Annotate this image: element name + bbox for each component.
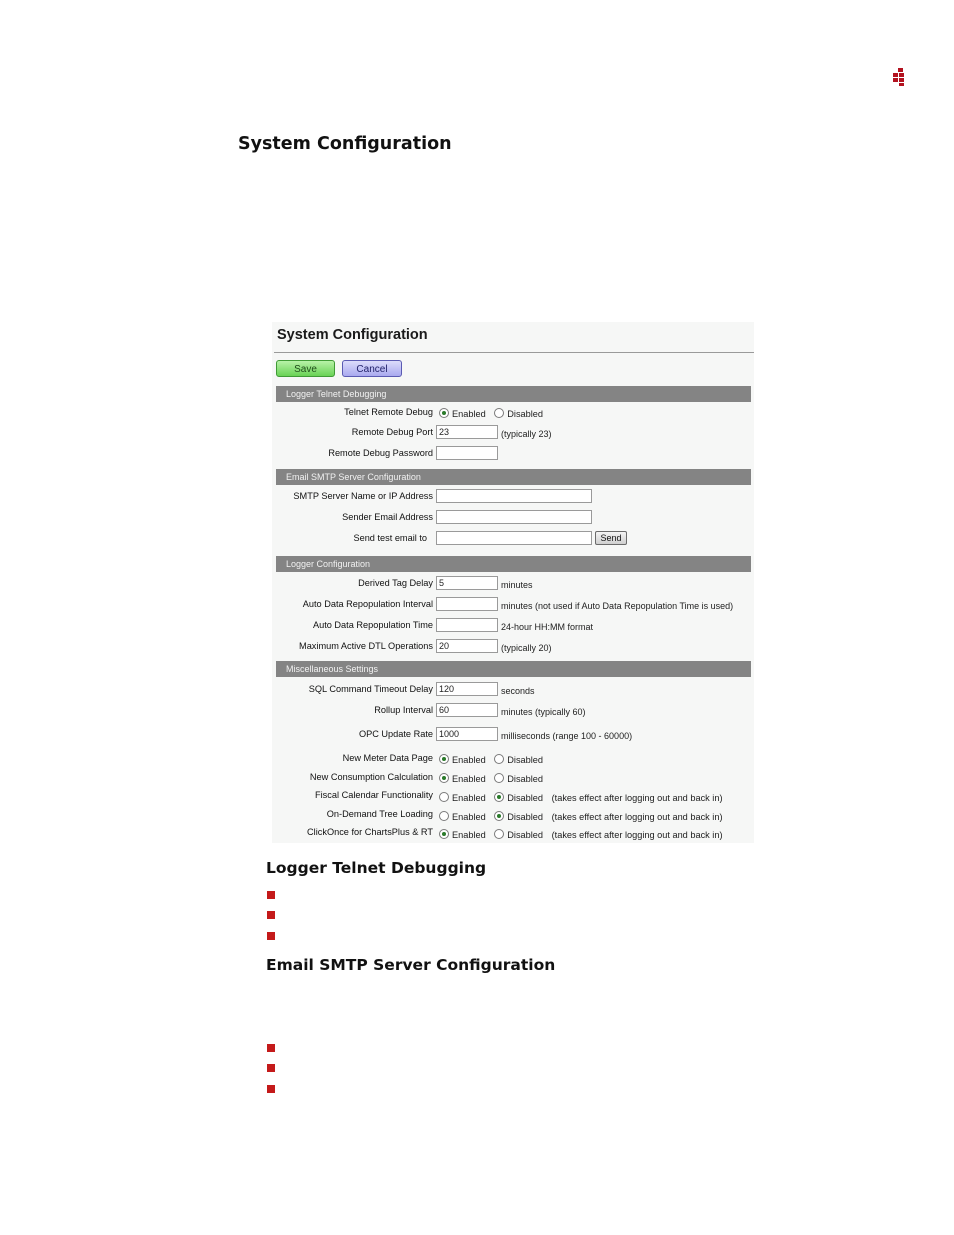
bullet-marker	[267, 891, 275, 899]
telnet-remote-debug-radio-group[interactable]: Enabled Disabled	[439, 408, 549, 420]
sql-timeout-input[interactable]: 120	[436, 682, 498, 696]
field-hint: milliseconds (range 100 - 60000)	[501, 731, 633, 741]
max-dtl-operations-input[interactable]: 20	[436, 639, 498, 653]
test-email-input[interactable]	[436, 531, 592, 545]
field-hint: minutes (not used if Auto Data Repopulation Time is used)	[501, 601, 734, 611]
smtp-server-input[interactable]	[436, 489, 592, 503]
field-hint: seconds	[501, 686, 535, 696]
on-demand-tree-radio-group[interactable]: Enabled Disabled (takes effect after logging out and back in)	[439, 811, 723, 823]
page-title: System Configuration	[238, 134, 452, 154]
save-button[interactable]: Save	[276, 360, 335, 377]
field-label: Rollup Interval	[374, 705, 433, 715]
field-label: Auto Data Repopulation Interval	[302, 599, 433, 609]
radio-enabled[interactable]	[439, 408, 449, 418]
field-label: On-Demand Tree Loading	[326, 809, 433, 819]
bullet-marker	[267, 1044, 275, 1052]
radio-enabled[interactable]	[439, 792, 449, 802]
field-label: Sender Email Address	[342, 512, 433, 522]
radio-disabled[interactable]	[494, 773, 504, 783]
radio-disabled[interactable]	[494, 829, 504, 839]
field-label: Telnet Remote Debug	[344, 407, 433, 417]
bullet-marker	[267, 932, 275, 940]
radio-enabled[interactable]	[439, 754, 449, 764]
field-hint: minutes	[501, 580, 533, 590]
field-label: OPC Update Rate	[358, 729, 433, 739]
radio-enabled[interactable]	[439, 811, 449, 821]
rollup-interval-input[interactable]: 60	[436, 703, 498, 717]
bullet-marker	[267, 1085, 275, 1093]
field-label: SMTP Server Name or IP Address	[293, 491, 433, 501]
bullet-marker	[267, 1064, 275, 1072]
field-hint: 24-hour HH:MM format	[501, 622, 594, 632]
field-label: Derived Tag Delay	[358, 578, 433, 588]
auto-repop-time-input[interactable]	[436, 618, 498, 632]
bullet-marker	[267, 911, 275, 919]
new-consumption-radio-group[interactable]: Enabled Disabled	[439, 773, 549, 785]
radio-disabled[interactable]	[494, 408, 504, 418]
remote-debug-password-input[interactable]	[436, 446, 498, 460]
title-divider	[274, 352, 754, 353]
field-label: Auto Data Repopulation Time	[312, 620, 433, 630]
field-label: New Meter Data Page	[342, 753, 433, 763]
clickonce-radio-group[interactable]: Enabled Disabled (takes effect after logging out and back in)	[439, 829, 723, 841]
radio-disabled[interactable]	[494, 792, 504, 802]
derived-tag-delay-input[interactable]: 5	[436, 576, 498, 590]
field-label: ClickOnce for ChartsPlus & RT	[307, 827, 433, 837]
auto-repop-interval-input[interactable]	[436, 597, 498, 611]
remote-debug-port-input[interactable]: 23	[436, 425, 498, 439]
new-meter-page-radio-group[interactable]: Enabled Disabled	[439, 754, 549, 766]
section-header-telnet: Logger Telnet Debugging	[276, 386, 751, 402]
section-header-misc: Miscellaneous Settings	[276, 661, 751, 677]
field-hint: minutes (typically 60)	[501, 707, 586, 717]
field-label: SQL Command Timeout Delay	[308, 684, 433, 694]
section-heading: Logger Telnet Debugging	[266, 859, 487, 877]
system-configuration-screenshot	[272, 322, 754, 843]
field-label: Remote Debug Port	[351, 427, 433, 437]
field-hint: (takes effect after logging out and back in)	[551, 793, 723, 803]
radio-disabled[interactable]	[494, 811, 504, 821]
section-header-smtp: Email SMTP Server Configuration	[276, 469, 751, 485]
fiscal-calendar-radio-group[interactable]: Enabled Disabled (takes effect after logging out and back in)	[439, 792, 723, 804]
brand-logo-icon	[893, 68, 907, 86]
radio-enabled[interactable]	[439, 829, 449, 839]
field-label: Fiscal Calendar Functionality	[315, 790, 433, 800]
field-hint: (typically 23)	[501, 429, 552, 439]
section-header-logger: Logger Configuration	[276, 556, 751, 572]
field-label: Send test email to	[353, 533, 427, 543]
field-label: New Consumption Calculation	[309, 772, 433, 782]
opc-update-rate-input[interactable]: 1000	[436, 727, 498, 741]
send-button[interactable]: Send	[595, 531, 627, 545]
field-hint: (takes effect after logging out and back in)	[551, 830, 723, 840]
field-label: Remote Debug Password	[328, 448, 433, 458]
cancel-button[interactable]: Cancel	[342, 360, 402, 377]
sender-email-input[interactable]	[436, 510, 592, 524]
screenshot-title: System Configuration	[277, 327, 428, 343]
section-heading: Email SMTP Server Configuration	[266, 956, 556, 974]
field-hint: (typically 20)	[501, 643, 552, 653]
field-hint: (takes effect after logging out and back in)	[551, 812, 723, 822]
field-label: Maximum Active DTL Operations	[299, 641, 433, 651]
radio-enabled[interactable]	[439, 773, 449, 783]
radio-disabled[interactable]	[494, 754, 504, 764]
